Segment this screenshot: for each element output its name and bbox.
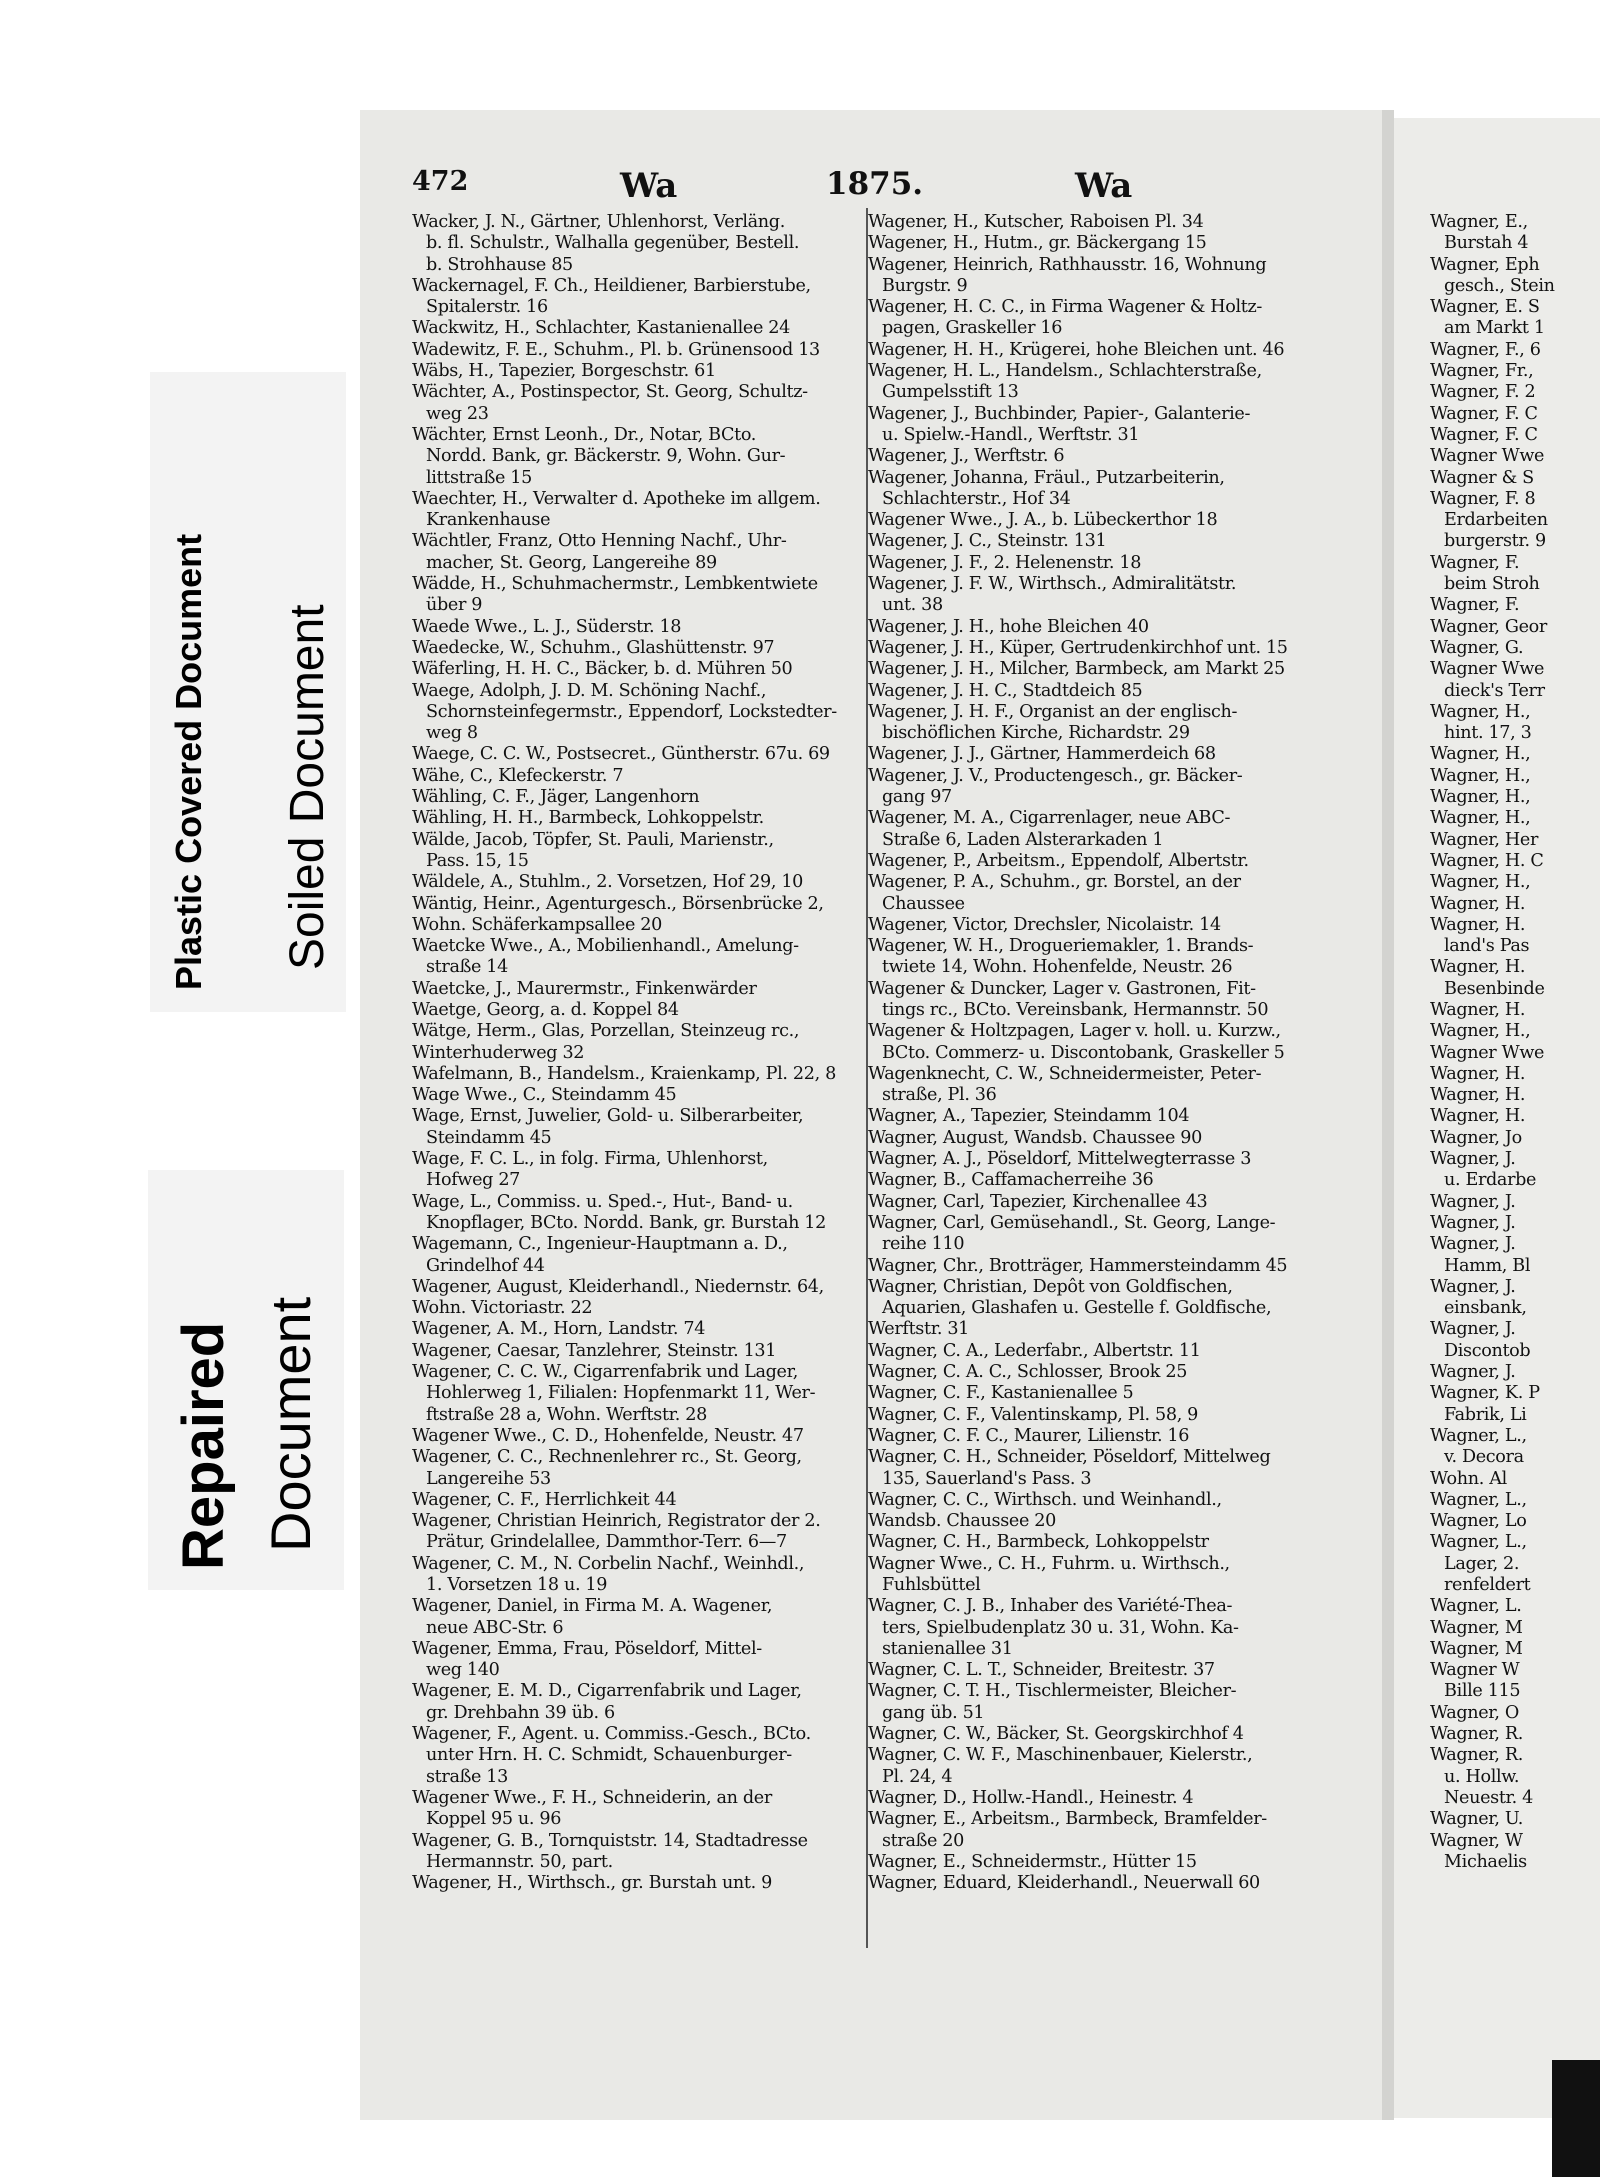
directory-entry-line: Wagner, H. C: [1430, 850, 1544, 871]
directory-entry-line: Wagner Wwe., C. H., Fuhrm. u. Wirthsch.,: [868, 1553, 1230, 1574]
directory-entry-line: tings rc., BCto. Vereinsbank, Hermannstr. 50: [882, 999, 1269, 1020]
directory-entry-line: Wagener, H., Hutm., gr. Bäckergang 15: [868, 233, 1207, 254]
directory-entry-line: Wagener, C. C., Rechnenlehrer rc., St. Georg,: [412, 1447, 802, 1468]
directory-entry-line: Waetge, Georg, a. d. Koppel 84: [412, 999, 679, 1020]
directory-entry-line: Wagner, C. L. T., Schneider, Breitestr. 37: [868, 1660, 1215, 1681]
directory-entry-line: einsbank,: [1444, 1298, 1527, 1319]
directory-entry-line: Waedecke, W., Schuhm., Glashüttenstr. 97: [412, 637, 775, 658]
directory-entry-line: Krankenhause: [426, 510, 551, 531]
directory-entry-line: gr. Drehbahn 39 üb. 6: [426, 1702, 615, 1723]
directory-entry-line: Wäbs, H., Tapezier, Borgeschstr. 61: [412, 361, 716, 382]
directory-entry-line: Wagner, H.,: [1430, 808, 1531, 829]
directory-entry-line: Wagner, H.,: [1430, 744, 1531, 765]
directory-entry-line: Wagner, Chr., Brotträger, Hammersteindamm 45: [868, 1255, 1288, 1276]
directory-entry-line: Michaelis: [1444, 1851, 1527, 1872]
directory-entry-line: Wäferling, H. H. C., Bäcker, b. d. Mühren 50: [412, 659, 793, 680]
directory-entry-line: Wälde, Jacob, Töpfer, St. Pauli, Marienstr.,: [412, 829, 774, 850]
directory-entry-line: Nordd. Bank, gr. Bäckerstr. 9, Wohn. Gur-: [426, 446, 786, 467]
directory-entry-line: Wandsb. Chaussee 20: [868, 1511, 1056, 1532]
directory-entry-line: Wächtler, Franz, Otto Henning Nachf., Uhr-: [412, 531, 787, 552]
page-number: 472: [412, 166, 469, 197]
directory-entry-line: Wagner, Lo: [1430, 1511, 1527, 1532]
directory-entry-line: Wagener, J. F., 2. Helenenstr. 18: [868, 552, 1142, 573]
scan-edge: [1552, 2060, 1600, 2177]
directory-entry-line: reihe 110: [882, 1234, 965, 1255]
directory-entry-line: Wagener, J., Buchbinder, Papier-, Galanterie-: [868, 403, 1251, 424]
directory-entry-line: Wagner & S: [1430, 467, 1534, 488]
directory-entry-line: Wagner, J.: [1430, 1362, 1516, 1383]
directory-entry-line: ftstraße 28 a, Wohn. Werftstr. 28: [426, 1404, 707, 1425]
directory-entry-line: Wagener, H. H., Krügerei, hohe Bleichen unt. 46: [868, 339, 1285, 360]
directory-entry-line: Wagener, M. A., Cigarrenlager, neue ABC-: [868, 808, 1231, 829]
directory-entry-line: Wagner, F.: [1430, 552, 1520, 573]
directory-entry-line: Wagner, M: [1430, 1617, 1523, 1638]
directory-entry-line: Wähling, H. H., Barmbeck, Lohkoppelstr.: [412, 808, 764, 829]
label-repaired-line2: Document: [259, 1296, 322, 1552]
directory-entry-line: Wagener, C. F., Herrlichkeit 44: [412, 1489, 677, 1510]
directory-entry-line: Waechter, H., Verwalter d. Apotheke im allgem.: [412, 488, 821, 509]
directory-entry-line: Waege, C. C. W., Postsecret., Güntherstr. 67u. 69: [412, 744, 830, 765]
directory-entry-line: Wagner Wwe: [1430, 659, 1545, 680]
directory-entry-line: gang üb. 51: [882, 1702, 985, 1723]
directory-entry-line: Winterhuderweg 32: [412, 1042, 585, 1063]
directory-entry-line: 1. Vorsetzen 18 u. 19: [426, 1575, 608, 1595]
directory-entry-line: Wagener, J. V., Productengesch., gr. Bäcker-: [868, 765, 1243, 786]
directory-entry-line: Lager, 2.: [1444, 1553, 1520, 1574]
directory-entry-line: Wagner, H.: [1430, 1063, 1526, 1084]
directory-entry-line: Schlachterstr., Hof 34: [882, 488, 1071, 509]
directory-entry-line: hint. 17, 3: [1444, 723, 1532, 744]
directory-entry-line: Wage, L., Commiss. u. Sped.-, Hut-, Band- u.: [412, 1191, 793, 1212]
directory-entry-line: Wohn. Victoriastr. 22: [412, 1298, 593, 1319]
directory-entry-line: Wagner, U.: [1430, 1809, 1524, 1830]
directory-entry-line: Wagener, August, Kleiderhandl., Niedernstr. 64,: [412, 1276, 824, 1297]
directory-entry-line: Wagener, A. M., Horn, Landstr. 74: [412, 1319, 706, 1340]
column-middle: [868, 212, 1382, 1894]
directory-entry-line: Wagner, C. F. C., Maurer, Lilienstr. 16: [868, 1425, 1190, 1446]
directory-entry-line: Langereihe 53: [426, 1468, 551, 1489]
column-right: [1430, 212, 1600, 1873]
directory-entry-line: beim Stroh: [1444, 574, 1540, 595]
directory-entry-line: b. fl. Schulstr., Walhalla gegenüber, Bestell.: [426, 233, 800, 254]
directory-entry-line: b. Strohhause 85: [426, 254, 573, 275]
directory-entry-line: Straße 6, Laden Alsterarkaden 1: [882, 829, 1164, 850]
directory-entry-line: Wagner, H.: [1430, 1106, 1526, 1127]
directory-entry-line: Wadewitz, F. E., Schuhm., Pl. b. Grünensood 13: [412, 339, 820, 360]
directory-entry-line: dieck's Terr: [1444, 680, 1545, 701]
directory-entry-line: Hermannstr. 50, part.: [426, 1851, 613, 1872]
directory-entry-line: Wagner, A., Tapezier, Steindamm 104: [868, 1106, 1190, 1127]
directory-entry-line: Wage Wwe., C., Steindamm 45: [412, 1085, 677, 1106]
directory-entry-line: Wagner, L.,: [1430, 1489, 1527, 1510]
directory-entry-line: Wagner, C. F., Kastanienallee 5: [868, 1383, 1134, 1404]
directory-entry-line: Wagner, August, Wandsb. Chaussee 90: [868, 1127, 1202, 1148]
directory-entry-line: Wagner, J.: [1430, 1149, 1516, 1170]
directory-entry-line: Wagemann, C., Ingenieur-Hauptmann a. D.,: [412, 1234, 788, 1255]
directory-entry-line: Koppel 95 u. 96: [426, 1809, 562, 1830]
directory-entry-line: Wagener Wwe., C. D., Hohenfelde, Neustr. 47: [412, 1425, 804, 1446]
directory-entry-line: Wagener, Emma, Frau, Pöseldorf, Mittel-: [412, 1638, 762, 1659]
directory-entry-line: Erdarbeiten: [1444, 510, 1548, 531]
directory-entry-line: Wagner, L.: [1430, 1596, 1522, 1617]
directory-entry-line: weg 140: [426, 1660, 500, 1681]
directory-entry-line: Wagener, W. H., Drogueriemakler, 1. Brands-: [868, 936, 1254, 957]
directory-entry-line: Wagener, H., Kutscher, Raboisen Pl. 34: [868, 212, 1204, 232]
directory-entry-line: Hohlerweg 1, Filialen: Hopfenmarkt 11, Wer-: [426, 1383, 816, 1404]
left-key: Wa: [620, 166, 678, 206]
directory-entry-line: Burstah 4: [1444, 233, 1529, 254]
directory-entry-line: 135, Sauerland's Pass. 3: [882, 1468, 1092, 1489]
directory-entry-line: Waege, Adolph, J. D. M. Schöning Nachf.,: [412, 680, 767, 701]
directory-entry-line: Wagener, C. M., N. Corbelin Nachf., Weinhdl.,: [412, 1553, 805, 1574]
directory-entry-line: Wagner, O: [1430, 1702, 1519, 1723]
directory-entry-line: Steindamm 45: [426, 1127, 552, 1148]
directory-entry-line: Wage, Ernst, Juwelier, Gold- u. Silberarbeiter,: [412, 1106, 804, 1127]
directory-entry-line: land's Pas: [1444, 936, 1530, 957]
directory-entry-line: BCto. Commerz- u. Discontobank, Graskeller 5: [882, 1042, 1285, 1063]
directory-entry-line: Wagner Wwe: [1430, 446, 1545, 467]
directory-entry-line: Pl. 24, 4: [882, 1766, 953, 1787]
directory-entry-line: Fuhlsbüttel: [882, 1575, 981, 1595]
directory-entry-line: Wagener, Heinrich, Rathhausstr. 16, Wohnung: [868, 254, 1267, 275]
directory-entry-line: Wagner Wwe: [1430, 1042, 1545, 1063]
directory-entry-line: Wagner, F.: [1430, 595, 1520, 616]
directory-entry-line: Wagner, K. P: [1430, 1383, 1540, 1404]
directory-entry-line: Wädde, H., Schuhmachermstr., Lembkentwiete: [412, 574, 818, 595]
directory-entry-line: renfeldert: [1444, 1575, 1531, 1595]
directory-entry-line: Wackernagel, F. Ch., Heildiener, Barbierstube,: [412, 275, 811, 296]
directory-entry-line: Wagner, D., Hollw.-Handl., Heinestr. 4: [868, 1787, 1194, 1808]
directory-entry-line: Grindelhof 44: [426, 1255, 545, 1276]
directory-entry-line: Wagener, J. H., hohe Bleichen 40: [868, 616, 1149, 637]
directory-entry-line: Wagner, C. W. F., Maschinenbauer, Kielerstr.,: [868, 1745, 1253, 1766]
directory-entry-line: Pass. 15, 15: [426, 850, 529, 871]
directory-entry-line: burgerstr. 9: [1444, 531, 1546, 552]
directory-entry-line: Bille 115: [1444, 1681, 1521, 1702]
directory-entry-line: Spitalerstr. 16: [426, 297, 548, 318]
directory-entry-line: bischöflichen Kirche, Richardstr. 29: [882, 723, 1190, 744]
directory-entry-line: Wagner, Eduard, Kleiderhandl., Neuerwall 60: [868, 1873, 1260, 1894]
directory-entry-line: pagen, Graskeller 16: [882, 318, 1063, 339]
directory-entry-line: Wagner, B., Caffamacherreihe 36: [868, 1170, 1154, 1191]
directory-entry-line: Prätur, Grindelallee, Dammthor-Terr. 6—7: [426, 1532, 787, 1553]
directory-entry-line: Wagener, H. L., Handelsm., Schlachterstraße,: [868, 361, 1262, 382]
directory-entry-line: Burgstr. 9: [882, 275, 968, 296]
directory-entry-line: Wagener, J., Werftstr. 6: [868, 446, 1065, 467]
directory-entry-line: Wagener, J. H. F., Organist an der englisch-: [868, 701, 1238, 722]
directory-entry-line: Wagner, R.: [1430, 1745, 1524, 1766]
label-plastic-covered: Plastic Covered Document: [168, 533, 209, 990]
directory-entry-line: Hofweg 27: [426, 1170, 521, 1191]
directory-entry-line: straße, Pl. 36: [882, 1085, 997, 1106]
directory-entry-line: Wagner, C. H., Schneider, Pöseldorf, Mittelweg: [868, 1447, 1271, 1468]
directory-entry-line: Wagener Wwe., F. H., Schneiderin, an der: [412, 1787, 772, 1808]
directory-entry-line: u. Hollw.: [1444, 1766, 1520, 1787]
directory-entry-line: Wächter, A., Postinspector, St. Georg, Schultz-: [412, 382, 808, 403]
directory-entry-line: Wagner, C. A. C., Schlosser, Brook 25: [868, 1362, 1188, 1383]
directory-entry-line: weg 23: [426, 403, 489, 424]
directory-entry-line: Werftstr. 31: [868, 1319, 970, 1340]
directory-entry-line: Gumpelsstift 13: [882, 382, 1019, 403]
directory-entry-line: Wagner, H.: [1430, 1085, 1526, 1106]
directory-entry-line: Wagner, A. J., Pöseldorf, Mittelwegterrasse 3: [868, 1149, 1252, 1170]
directory-entry-line: Waetcke, J., Maurermstr., Finkenwärder: [412, 978, 757, 999]
directory-entry-line: Wagner, J.: [1430, 1234, 1516, 1255]
label-repaired-line1: Repaired: [171, 1321, 236, 1570]
directory-entry-line: Wagener, Daniel, in Firma M. A. Wagener,: [412, 1596, 773, 1617]
directory-entry-line: unt. 38: [882, 595, 943, 616]
directory-entry-line: straße 14: [426, 957, 508, 978]
directory-entry-line: Wagener, Caesar, Tanzlehrer, Steinstr. 131: [412, 1340, 777, 1361]
directory-entry-line: Wagenknecht, C. W., Schneidermeister, Peter-: [868, 1063, 1262, 1084]
directory-entry-line: Wafelmann, B., Handelsm., Kraienkamp, Pl. 22, 8: [412, 1063, 836, 1084]
directory-entry-line: Wagner, M: [1430, 1638, 1523, 1659]
directory-entry-line: Wagner, C. J. B., Inhaber des Variété-Thea-: [868, 1596, 1233, 1617]
directory-entry-line: Wagener, G. B., Tornquiststr. 14, Stadtadresse: [412, 1830, 808, 1851]
directory-entry-line: Wagner, C. C., Wirthsch. und Weinhandl.,: [868, 1489, 1222, 1510]
directory-entry-line: Wagner, J.: [1430, 1276, 1516, 1297]
directory-entry-line: Aquarien, Glashafen u. Gestelle f. Goldfische,: [882, 1298, 1272, 1319]
directory-entry-line: Wagner, F. 2: [1430, 382, 1536, 403]
directory-entry-line: Wagner, H.,: [1430, 787, 1531, 808]
directory-entry-line: Wagner, F., 6: [1430, 339, 1541, 360]
directory-entry-line: Wagener Wwe., J. A., b. Lübeckerthor 18: [868, 510, 1218, 531]
directory-entry-line: Wagner, Geor: [1430, 616, 1547, 637]
directory-entry-line: gang 97: [882, 787, 952, 808]
directory-entry-line: Wackwitz, H., Schlachter, Kastanienallee 24: [412, 318, 790, 339]
directory-entry-line: Besenbinde: [1444, 978, 1545, 999]
directory-entry-line: unter Hrn. H. C. Schmidt, Schauenburger-: [426, 1745, 792, 1766]
directory-entry-line: Wächter, Ernst Leonh., Dr., Notar, BCto.: [412, 424, 757, 445]
directory-entry-line: twiete 14, Wohn. Hohenfelde, Neustr. 26: [882, 957, 1233, 978]
page-fold: [1382, 110, 1394, 2120]
directory-entry-line: Wagner, E. S: [1430, 297, 1540, 318]
directory-entry-line: Wagener, Victor, Drechsler, Nicolaistr. 14: [868, 914, 1221, 935]
directory-entry-line: weg 8: [426, 723, 478, 744]
directory-entry-line: Wagner, H.,: [1430, 1021, 1531, 1042]
directory-entry-line: Wäldele, A., Stuhlm., 2. Vorsetzen, Hof 29, 10: [412, 872, 804, 893]
directory-entry-line: straße 13: [426, 1766, 508, 1787]
directory-entry-line: Wohn. Schäferkampsallee 20: [412, 914, 662, 935]
directory-entry-line: stanienallee 31: [882, 1638, 1013, 1659]
directory-entry-line: Wagner, W: [1430, 1830, 1523, 1851]
directory-entry-line: Waede Wwe., L. J., Süderstr. 18: [412, 616, 682, 637]
directory-entry-line: u. Spielw.-Handl., Werftstr. 31: [882, 424, 1140, 445]
directory-entry-line: neue ABC-Str. 6: [426, 1617, 564, 1638]
directory-entry-line: Wagner, E.,: [1430, 212, 1528, 232]
directory-entry-line: macher, St. Georg, Langereihe 89: [426, 552, 717, 573]
directory-entry-line: Wagner, H.: [1430, 914, 1526, 935]
directory-entry-line: gesch., Stein: [1444, 275, 1555, 296]
directory-entry-line: Wagner, C. F., Valentinskamp, Pl. 58, 9: [868, 1404, 1199, 1425]
directory-entry-line: Wagner, H.,: [1430, 765, 1531, 786]
directory-entry-line: u. Erdarbe: [1444, 1170, 1537, 1191]
directory-entry-line: Wagner, L.,: [1430, 1425, 1527, 1446]
column-left: [412, 212, 868, 1894]
directory-entry-line: Waetcke Wwe., A., Mobilienhandl., Amelung-: [412, 936, 799, 957]
directory-entry-line: Wagener, J. J., Gärtner, Hammerdeich 68: [868, 744, 1216, 765]
label-soiled: Soiled Document: [281, 604, 334, 970]
directory-entry-line: Wagner, H.: [1430, 893, 1526, 914]
directory-entry-line: Wagner, H.: [1430, 999, 1526, 1020]
directory-entry-line: v. Decora: [1444, 1447, 1524, 1468]
directory-entry-line: Wagener, F., Agent. u. Commiss.-Gesch., BCto.: [412, 1724, 811, 1745]
directory-entry-line: littstraße 15: [426, 467, 532, 488]
directory-entry-line: Wagner, Carl, Gemüsehandl., St. Georg, Lange-: [868, 1212, 1276, 1233]
directory-entry-line: Wagener, J. H. C., Stadtdeich 85: [868, 680, 1143, 701]
directory-entry-line: Wagner, H.: [1430, 957, 1526, 978]
directory-entry-line: Wagner, Carl, Tapezier, Kirchenallee 43: [868, 1191, 1208, 1212]
directory-entry-line: Fabrik, Li: [1444, 1404, 1527, 1425]
directory-entry-line: Wähe, C., Klefeckerstr. 7: [412, 765, 624, 786]
directory-entry-line: Wacker, J. N., Gärtner, Uhlenhorst, Verläng.: [412, 212, 785, 232]
directory-entry-line: Wähling, C. F., Jäger, Langenhorn: [412, 787, 700, 808]
directory-entry-line: Neuestr. 4: [1444, 1787, 1534, 1808]
directory-entry-line: Wätge, Herm., Glas, Porzellan, Steinzeug rc.,: [412, 1021, 800, 1042]
directory-entry-line: Knopflager, BCto. Nordd. Bank, gr. Burstah 12: [426, 1212, 826, 1233]
directory-entry-line: Wagner, J.: [1430, 1191, 1516, 1212]
directory-entry-line: Discontob: [1444, 1340, 1531, 1361]
directory-entry-line: Wagener, H. C. C., in Firma Wagener & Holtz-: [868, 297, 1263, 318]
directory-entry-line: Schornsteinfegermstr., Eppendorf, Lockstedter-: [426, 701, 837, 722]
directory-entry-line: straße 20: [882, 1830, 964, 1851]
directory-entry-line: Wagner, H.,: [1430, 701, 1531, 722]
directory-entry-line: Wagner, Her: [1430, 829, 1539, 850]
directory-entry-line: Wagener, P., Arbeitsm., Eppendolf, Albertstr.: [868, 850, 1249, 871]
directory-entry-line: Wagener, J. H., Milcher, Barmbeck, am Markt 25: [868, 659, 1285, 680]
directory-entry-line: Wagner, C. H., Barmbeck, Lohkoppelstr: [868, 1532, 1209, 1553]
directory-entry-line: Wagner, C. W., Bäcker, St. Georgskirchhof 4: [868, 1724, 1244, 1745]
directory-entry-line: ters, Spielbudenplatz 30 u. 31, Wohn. Ka-: [882, 1617, 1239, 1638]
directory-entry-line: Wagner, F. C: [1430, 403, 1538, 424]
directory-entry-line: Wagener, J. H., Küper, Gertrudenkirchhof unt. 15: [868, 637, 1288, 658]
directory-entry-line: Wagener & Holtzpagen, Lager v. holl. u. Kurzw.,: [868, 1021, 1281, 1042]
directory-entry-line: Wagner, F. C: [1430, 424, 1538, 445]
directory-entry-line: am Markt 1: [1444, 318, 1545, 339]
directory-entry-line: Wagner, C. T. H., Tischlermeister, Bleicher-: [868, 1681, 1237, 1702]
directory-entry-line: Wagner, Christian, Depôt von Goldfischen,: [868, 1276, 1233, 1297]
directory-entry-line: Wagner, J.: [1430, 1319, 1516, 1340]
directory-entry-line: Hamm, Bl: [1444, 1255, 1531, 1276]
directory-entry-line: Wagner, L.,: [1430, 1532, 1527, 1553]
directory-entry-line: Wage, F. C. L., in folg. Firma, Uhlenhorst,: [412, 1149, 768, 1170]
directory-entry-line: Wagener, H., Wirthsch., gr. Burstah unt. 9: [412, 1873, 772, 1894]
directory-entry-line: über 9: [426, 595, 483, 616]
directory-entry-line: Wagner, E., Arbeitsm., Barmbeck, Bramfelder-: [868, 1809, 1267, 1830]
directory-entry-line: Wagener & Duncker, Lager v. Gastronen, Fit-: [868, 978, 1256, 999]
directory-entry-line: Wagner, E., Schneidermstr., Hütter 15: [868, 1851, 1197, 1872]
directory-entry-line: Wagener, E. M. D., Cigarrenfabrik und Lager,: [412, 1681, 802, 1702]
directory-entry-line: Wäntig, Heinr., Agenturgesch., Börsenbrücke 2,: [412, 893, 824, 914]
directory-entry-line: Wagner, C. A., Lederfabr., Albertstr. 11: [868, 1340, 1201, 1361]
directory-entry-line: Wagener, P. A., Schuhm., gr. Borstel, an der: [868, 872, 1241, 893]
directory-entry-line: Wagner W: [1430, 1660, 1520, 1681]
directory-entry-line: Wagner, R.: [1430, 1724, 1524, 1745]
directory-entry-line: Wagener, Christian Heinrich, Registrator der 2.: [412, 1511, 821, 1532]
directory-entry-line: Wagner, Fr.,: [1430, 361, 1534, 382]
directory-entry-line: Wagener, J. F. W., Wirthsch., Admiralitätstr.: [868, 574, 1237, 595]
year: 1875.: [826, 166, 924, 202]
directory-entry-line: Chaussee: [882, 893, 965, 914]
directory-entry-line: Wohn. Al: [1430, 1468, 1507, 1489]
directory-entry-line: Wagner, Eph: [1430, 254, 1540, 275]
directory-entry-line: Wagner, Jo: [1430, 1127, 1522, 1148]
directory-entry-line: Wagner, H.,: [1430, 872, 1531, 893]
directory-entry-line: Wagener, C. C. W., Cigarrenfabrik und Lager,: [412, 1362, 798, 1383]
directory-entry-line: Wagner, G.: [1430, 637, 1524, 658]
right-key: Wa: [1075, 166, 1133, 206]
directory-entry-line: Wagener, Johanna, Fräul., Putzarbeiterin,: [868, 467, 1225, 488]
directory-entry-line: Wagener, J. C., Steinstr. 131: [868, 531, 1107, 552]
directory-entry-line: Wagner, J.: [1430, 1212, 1516, 1233]
directory-entry-line: Wagner, F. 8: [1430, 488, 1536, 509]
